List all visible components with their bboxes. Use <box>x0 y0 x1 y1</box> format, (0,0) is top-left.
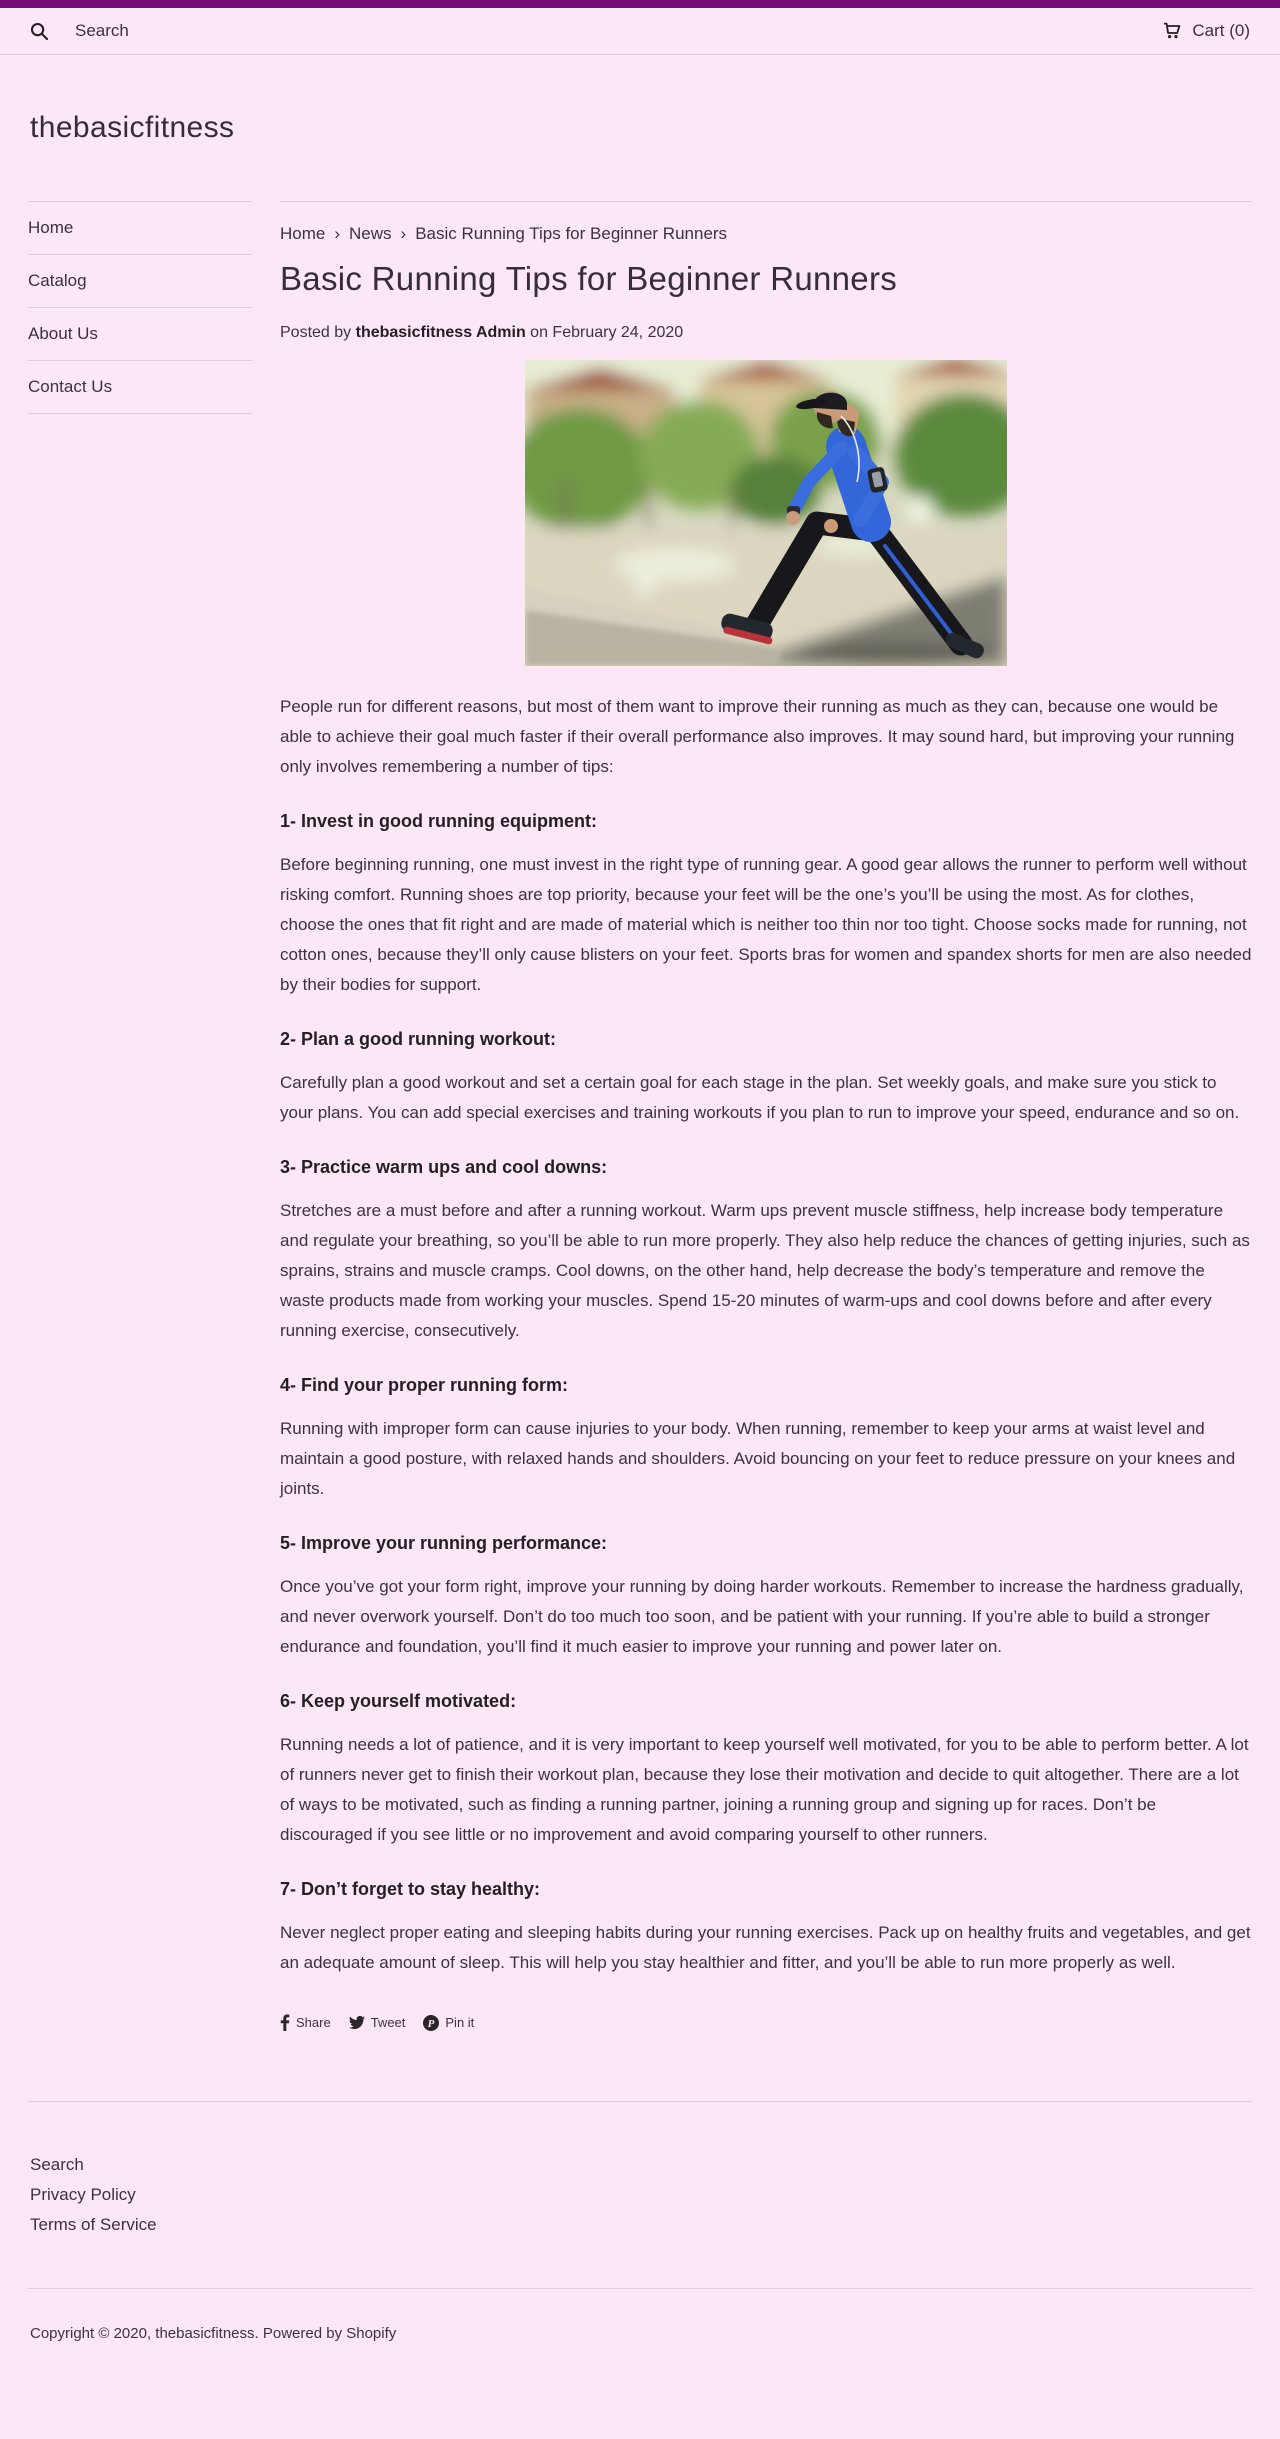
breadcrumb-link-home[interactable]: Home <box>280 224 326 243</box>
sidebar-nav <box>28 201 252 2073</box>
footer-link-privacy-policy[interactable]: Privacy Policy <box>30 2185 136 2204</box>
page-title: Basic Running Tips for Beginner Runners <box>280 260 898 297</box>
cart-label: Cart (0) <box>1192 21 1250 40</box>
footer <box>28 2101 1252 2382</box>
share-facebook-button[interactable] <box>280 2014 331 2031</box>
breadcrumb <box>280 224 1252 244</box>
section-7-paragraph: Never neglect proper eating and sleeping habits during your running exercises. Pack up on healthy fruits and vegetables, and get an adequate amount of sleep. This will help you stay healthier and fitter, and you’ll be able to run more properly as well. <box>280 1923 1251 1972</box>
posted-prefix: Posted by <box>280 324 352 341</box>
breadcrumb-separator: › <box>334 224 341 243</box>
site-title-link[interactable] <box>30 111 235 144</box>
top-accent-bar <box>0 0 1280 8</box>
article-hero-image <box>280 360 1252 666</box>
runner-stretching-photo <box>525 360 1007 666</box>
sidebar-item-about-us[interactable]: About Us <box>28 308 252 361</box>
section-7-heading: 7- Don’t forget to stay healthy: <box>280 1879 541 1899</box>
footer-bottom-bar <box>28 2288 1252 2382</box>
author-name: thebasicfitness Admin <box>355 324 526 341</box>
svg-text:P: P <box>428 2017 435 2030</box>
share-facebook-label: Share <box>296 2015 331 2030</box>
site-title: thebasicfitness <box>30 111 235 144</box>
cart-link[interactable] <box>1163 21 1250 41</box>
section-4-heading: 4- Find your proper running form: <box>280 1375 568 1395</box>
section-2-heading: 2- Plan a good running workout: <box>280 1029 556 1049</box>
section-1-paragraph: Before beginning running, one must invest in the right type of running gear. A good gear allows the runner to perform well without risking comfort. Running shoes are top priority, because your feet will be the one’s you’ll be using the most. As for clothes, choose the ones that fit right and are made of material which is neither too thin nor too tight. Choose socks made for running, not cotton ones, because they’ll only cause blisters on your feet. Sports bras for women and spandex shorts for men are also needed by their bodies for support. <box>280 855 1252 994</box>
header <box>0 8 1280 55</box>
section-3-heading: 3- Practice warm ups and cool downs: <box>280 1157 608 1177</box>
copyright-text: Copyright © 2020, thebasicfitness. <box>30 2325 259 2342</box>
section-6-heading: 6- Keep yourself motivated: <box>280 1691 517 1711</box>
main-content <box>280 201 1252 2073</box>
powered-by-shopify-link[interactable]: Powered by Shopify <box>262 2325 397 2342</box>
article-intro-paragraph: People run for different reasons, but most of them want to improve their running as much as they can, because one would be able to achieve their goal much faster if their overall performance also improves. It may sound hard, but improving your running only involves remembering a number of tips: <box>280 697 1235 776</box>
share-twitter-button[interactable] <box>349 2015 406 2030</box>
sidebar-item-catalog[interactable]: Catalog <box>28 255 252 308</box>
footer-link-terms-of-service[interactable]: Terms of Service <box>30 2215 157 2234</box>
share-pinterest-button[interactable] <box>423 2015 474 2031</box>
breadcrumb-link-news[interactable]: News <box>349 224 392 243</box>
facebook-icon[interactable] <box>280 2014 290 2031</box>
article-body <box>280 692 1252 1978</box>
share-pinterest-label: Pin it <box>445 2015 475 2030</box>
share-row <box>280 2014 1252 2073</box>
search-label: Search <box>75 21 129 40</box>
section-1-heading: 1- Invest in good running equipment: <box>280 811 597 831</box>
pinterest-icon[interactable] <box>423 2015 439 2031</box>
breadcrumb-separator: › <box>400 224 407 243</box>
cart-icon[interactable] <box>1163 22 1182 40</box>
section-4-paragraph: Running with improper form can cause injuries to your body. When running, remember to keep your arms at waist level and maintain a good posture, with relaxed hands and shoulders. Avoid bouncing on your feet to reduce pressure on your knees and joints. <box>280 1419 1236 1498</box>
sidebar-item-home[interactable]: Home <box>28 202 252 255</box>
section-3-paragraph: Stretches are a must before and after a running workout. Warm ups prevent muscle stiffness, help increase body temperature and regulate your breathing, so you’ll be able to run more properly. They also help reduce the chances of getting injuries, such as sprains, strains and muscle cramps. Cool downs, on the other hand, help decrease the body’s temperature and remove the waste products made from working your muscles. Spend 15-20 minutes of warm-ups and cool downs before and after every running exercise, consecutively. <box>280 1201 1250 1340</box>
footer-links <box>30 2150 1250 2240</box>
share-twitter-label: Tweet <box>370 2015 406 2030</box>
breadcrumb-current-page: Basic Running Tips for Beginner Runners <box>415 224 728 243</box>
twitter-icon[interactable] <box>349 2016 365 2030</box>
sidebar-item-contact-us[interactable]: Contact Us <box>28 361 252 414</box>
section-6-paragraph: Running needs a lot of patience, and it is very important to keep yourself well motivated, for you to be able to perform better. A lot of runners never get to finish their workout plan, because they lose their motivation and decide to quit altogether. There are a lot of ways to be motivated, such as finding a running partner, joining a running group and signing up for races. Don’t be discouraged if you see little or no improvement and avoid comparing yourself to other runners. <box>280 1735 1249 1844</box>
section-5-heading: 5- Improve your running performance: <box>280 1533 608 1553</box>
section-2-paragraph: Carefully plan a good workout and set a certain goal for each stage in the plan. Set weekly goals, and make sure you stick to your plans. You can add special exercises and training workouts if you plan to run to improve your speed, endurance and so on. <box>280 1073 1240 1122</box>
search-icon[interactable] <box>30 22 49 41</box>
search-link[interactable] <box>30 21 129 41</box>
footer-link-search[interactable]: Search <box>30 2155 84 2174</box>
posted-suffix: on February 24, 2020 <box>530 324 684 341</box>
posted-by-line <box>280 324 1252 342</box>
section-5-paragraph: Once you’ve got your form right, improve your running by doing harder workouts. Remember to increase the hardness gradually, and never overwork yourself. Don’t do too much too soon, and be patient with your running. If you’re able to build a stronger endurance and foundation, you’ll find it much easier to improve your running and power later on. <box>280 1577 1244 1656</box>
